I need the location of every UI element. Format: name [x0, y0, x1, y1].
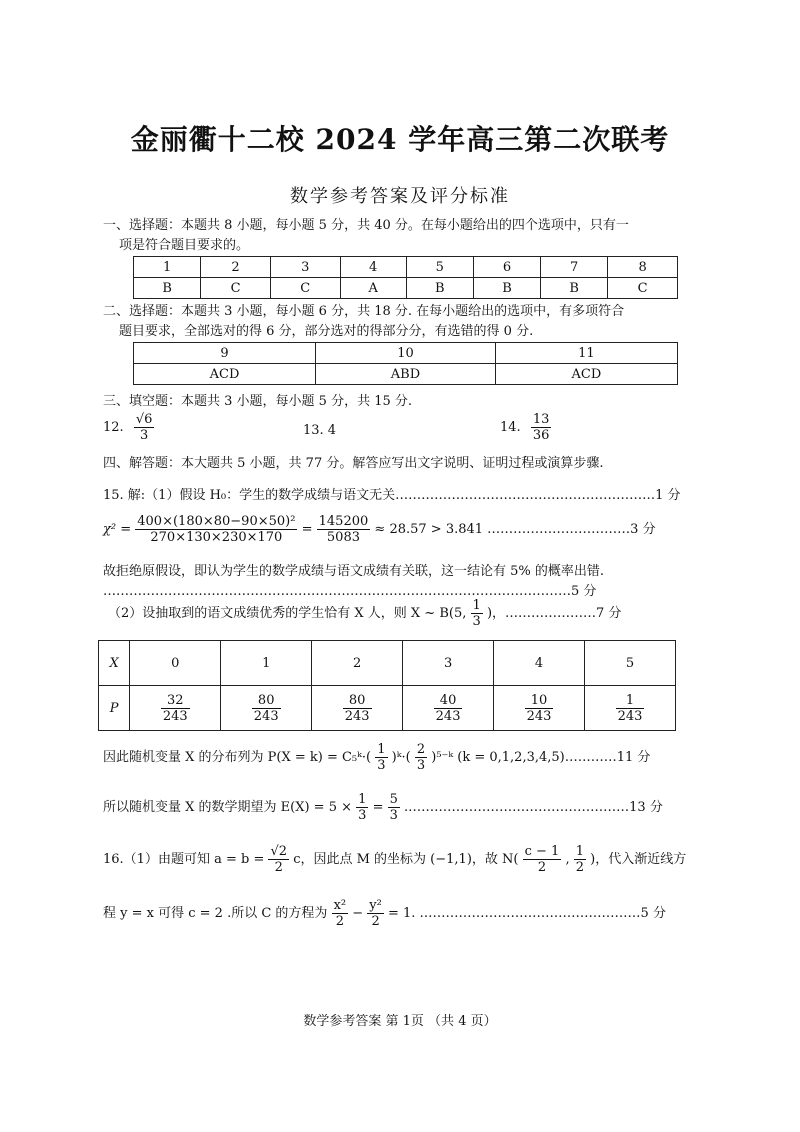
q15-line1: 15. 解:（1）假设 H₀：学生的数学成绩与语文无关……………………………………………………1 分	[103, 488, 681, 503]
prob-fraction	[525, 693, 554, 724]
table-cell: 5	[584, 641, 675, 686]
fraction-denominator: 270×130×230×170	[150, 530, 283, 545]
table-cell: B	[541, 278, 608, 299]
fraction-numerator: 1	[472, 598, 481, 613]
table-cell: 5	[406, 257, 473, 278]
page-subtitle: 数学参考答案及评分标准	[290, 186, 510, 207]
q16-text: )，代入渐近线方	[590, 852, 687, 867]
fraction-numerator: 13	[532, 412, 550, 427]
prob-fraction	[252, 693, 281, 724]
table-row	[99, 686, 676, 731]
fraction-denominator: 2	[335, 914, 344, 929]
table-header: X	[99, 641, 130, 686]
exp-fraction-2	[388, 792, 400, 823]
table-cell: ACD	[134, 364, 316, 385]
fraction-denominator: 243	[253, 708, 279, 724]
page-footer: 数学参考答案 第 1页 （共 4 页）	[303, 1014, 497, 1029]
part1-text2: 项是符合题目要求的。	[119, 238, 250, 253]
q16-text: 16.（1）由题可知 a = b =	[103, 852, 265, 867]
q15-part2-text: （2）设抽取到的语文成绩优秀的学生恰有 X 人，则 X ~ B(5,	[108, 606, 467, 621]
fraction-numerator: 32	[161, 693, 190, 709]
table-cell: 10	[316, 343, 496, 364]
fraction-denominator: 3	[139, 428, 149, 443]
prob-fraction	[343, 693, 372, 724]
fraction-denominator: 243	[526, 708, 552, 724]
q14-label: 14.	[500, 420, 521, 435]
q15-distribution	[103, 742, 650, 773]
fraction-numerator: √6	[135, 412, 153, 427]
table-cell: 2	[201, 257, 271, 278]
fraction-numerator: 40	[434, 693, 463, 709]
fraction-numerator: 10	[525, 693, 554, 709]
table-row	[134, 343, 678, 364]
part2-instructions	[103, 302, 683, 342]
fraction-denominator: 2	[274, 860, 283, 875]
table-cell: C	[270, 278, 340, 299]
table-cell: 4	[340, 257, 406, 278]
table-cell	[221, 686, 312, 731]
fraction-numerator: 80	[343, 693, 372, 709]
q15-line3: 故拒绝原假设，即认为学生的数学成绩与语文成绩有关联，这一结论有 5% 的概率出错.	[103, 564, 605, 579]
fraction-numerator: 400×(180×80−90×50)²	[137, 514, 296, 529]
q15-part2-tail: )，…………………7 分	[486, 606, 622, 621]
part1-text1: 一、选择题：本题共 8 小题，每小题 5 分，共 40 分。在每小题给出的四个选项中，只有一	[103, 218, 629, 233]
expectation-text: 所以随机变量 X 的数学期望为 E(X) = 5 ×	[103, 800, 352, 815]
fraction-numerator: 1	[377, 742, 386, 757]
part1-answer-table	[133, 256, 678, 299]
q12-label: 12.	[103, 420, 124, 435]
distribution-table	[98, 640, 676, 731]
q15-chi-square	[103, 514, 656, 545]
fraction-denominator: 5083	[326, 530, 360, 545]
table-cell: 1	[221, 641, 312, 686]
answer-14	[500, 412, 551, 443]
fraction-denominator: 243	[162, 708, 188, 724]
fraction-denominator: 3	[416, 758, 426, 773]
q15-expectation	[103, 792, 663, 823]
table-cell	[312, 686, 403, 731]
table-cell: B	[473, 278, 540, 299]
table-cell: 2	[312, 641, 403, 686]
equals: =	[372, 800, 384, 815]
table-cell	[403, 686, 494, 731]
table-cell: C	[201, 278, 271, 299]
distribution-text: 因此随机变量 X 的分布列为 P(X = k) = C₅ᵏ·(	[103, 750, 372, 765]
part3-instructions: 三、填空题：本题共 3 小题，每小题 5 分，共 15 分.	[103, 394, 413, 409]
part4-instructions: 四、解答题：本大题共 5 小题，共 77 分。解答应写出文字说明、证明过程或演算步骤.	[103, 456, 604, 471]
table-cell: C	[608, 278, 678, 299]
page-title: 金丽衢十二校 2024 学年高三第二次联考	[130, 123, 670, 156]
fraction-numerator: y²	[369, 898, 382, 913]
fraction-denominator: 3	[472, 614, 481, 629]
binomial-fraction	[471, 598, 483, 629]
chi-fraction-2	[317, 514, 371, 545]
prob-fraction	[161, 693, 190, 724]
distribution-text: )ᵏ·(	[391, 750, 411, 765]
q16-fraction-5	[367, 898, 384, 929]
fraction-denominator: 2	[575, 860, 585, 875]
table-cell: 11	[495, 343, 677, 364]
q16-fraction-1	[268, 844, 289, 875]
fraction-numerator: x²	[333, 898, 347, 913]
expectation-tail: .……………………………………………13 分	[404, 800, 663, 815]
part2-text1: 二、选择题：本题共 3 小题，每小题 6 分，共 18 分. 在每小题给出的选项中，有多项符合	[103, 304, 625, 319]
table-row	[134, 257, 678, 278]
q16-fraction-2	[523, 844, 562, 875]
fraction-numerator: 1	[616, 693, 645, 709]
q16-text: 程 y = x 可得 c = 2 .所以 C 的方程为	[103, 906, 328, 921]
table-row	[99, 641, 676, 686]
answer-12	[103, 412, 154, 443]
table-cell: B	[406, 278, 473, 299]
q16-fraction-3	[574, 844, 586, 875]
table-cell: 3	[403, 641, 494, 686]
fraction-denominator: 243	[617, 708, 643, 724]
exp-fraction-1	[356, 792, 368, 823]
prob-fraction	[434, 693, 463, 724]
table-header: P	[99, 686, 130, 731]
fraction-numerator: c − 1	[524, 844, 560, 859]
table-cell: 3	[270, 257, 340, 278]
q16-text: c，因此点 M 的坐标为 (−1,1)，故 N(	[293, 852, 519, 867]
table-cell: ABD	[316, 364, 496, 385]
dist-fraction-2	[415, 742, 427, 773]
fraction-numerator: 1	[575, 844, 585, 859]
fraction-denominator: 36	[532, 428, 550, 443]
q14-fraction	[531, 412, 552, 443]
fraction-denominator: 2	[371, 914, 380, 929]
table-cell: 9	[134, 343, 316, 364]
q16-tail: = 1. ……………………………………………5 分	[388, 906, 666, 921]
table-cell: 0	[130, 641, 221, 686]
chi-fraction-1	[135, 514, 297, 545]
q15-part2	[108, 598, 621, 629]
table-cell: 1	[134, 257, 201, 278]
table-cell: 4	[494, 641, 585, 686]
q16-line2	[103, 898, 666, 929]
minus: −	[352, 906, 364, 921]
fraction-numerator: 2	[416, 742, 426, 757]
table-cell: 7	[541, 257, 608, 278]
fraction-numerator: 5	[389, 792, 398, 807]
fraction-denominator: 243	[344, 708, 370, 724]
table-cell: 8	[608, 257, 678, 278]
fraction-numerator: 80	[252, 693, 281, 709]
dist-fraction-1	[375, 742, 387, 773]
fraction-denominator: 3	[377, 758, 386, 773]
table-cell: B	[134, 278, 201, 299]
prob-fraction	[616, 693, 645, 724]
part1-instructions	[103, 216, 683, 256]
answer-13: 13. 4	[303, 423, 337, 438]
fraction-denominator: 3	[358, 808, 367, 823]
part2-answer-table	[133, 342, 678, 385]
table-cell: 6	[473, 257, 540, 278]
part2-text2: 题目要求，全部选对的得 6 分，部分选对的得部分分，有选错的得 0 分.	[119, 324, 534, 339]
table-cell	[584, 686, 675, 731]
table-cell	[494, 686, 585, 731]
table-row	[134, 278, 678, 299]
chi-label: χ² =	[103, 522, 132, 537]
q15-line4: ………………………………………………………………………………………………5 分	[103, 584, 597, 599]
table-cell	[130, 686, 221, 731]
q12-fraction	[134, 412, 155, 443]
q16-line1	[103, 844, 686, 875]
chi-result: ≈ 28.57 > 3.841 ……………………………3 分	[374, 522, 656, 537]
fraction-denominator: 243	[435, 708, 461, 724]
table-cell: A	[340, 278, 406, 299]
table-row	[134, 364, 678, 385]
fraction-denominator: 3	[389, 808, 398, 823]
fraction-denominator: 2	[537, 860, 547, 875]
distribution-tail: )⁵⁻ᵏ (k = 0,1,2,3,4,5)…………11 分	[431, 750, 651, 765]
fraction-numerator: √2	[270, 844, 288, 859]
comma: ,	[565, 852, 570, 867]
fraction-numerator: 145200	[318, 514, 369, 529]
equals: =	[301, 522, 313, 537]
q16-fraction-4	[332, 898, 349, 929]
fraction-numerator: 1	[358, 792, 367, 807]
table-cell: ACD	[495, 364, 677, 385]
